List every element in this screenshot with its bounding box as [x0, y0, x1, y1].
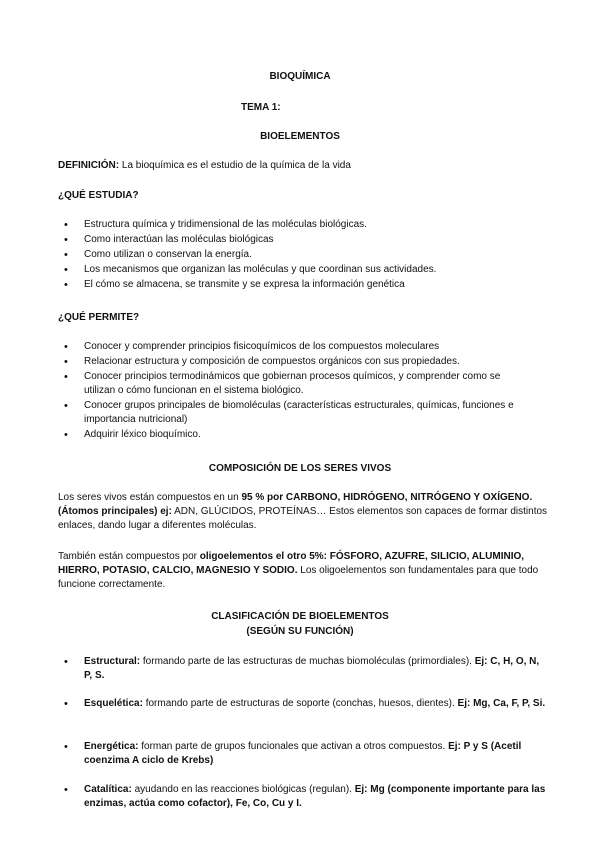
list-item: [64, 697, 548, 726]
list-item: • Conocer grupos principales de biomoléculas (características estructurales, químicas, funciones e importancia nutricional): [64, 399, 524, 427]
page-title: BIOQUÍMICA: [269, 71, 331, 82]
definicion-label: DEFINICIÓN:: [58, 160, 120, 171]
item-label: Estructural:: [84, 656, 141, 667]
item-text: forman parte de grupos funcionales que activan a otros compuestos.: [138, 741, 449, 752]
definicion-paragraph: [58, 159, 548, 173]
item-text: formando parte de estructuras de soporte (conchas, huesos, dientes).: [142, 698, 458, 709]
que-permite-list: [64, 340, 534, 442]
text-run-bold: 95 % por CARBONO, HIDRÓGENO, NITRÓGENO Y OXÍGENO. (Átomos principales) ej:: [58, 492, 533, 517]
list-item: • Adquirir léxico bioquímico.: [64, 428, 534, 442]
tema-label: TEMA 1:: [241, 102, 281, 113]
subtitle: BIOELEMENTOS: [260, 131, 340, 142]
composicion-heading: COMPOSICIÓN DE LOS SERES VIVOS: [208, 463, 392, 474]
item-text: ayudando en las reacciones biológicas (regulan).: [131, 784, 355, 795]
item-example: Ej: Mg, Ca, F, P, Si.: [457, 698, 546, 709]
item-text: formando parte de las estructuras de muchas biomoléculas (primordiales).: [140, 656, 475, 667]
list-item: • Como interactúan las moléculas biológicas: [64, 233, 544, 247]
text-run: Los oligoelementos son fundamentales para que todo funcione correctamente.: [58, 565, 539, 590]
que-permite-heading: ¿QUÉ PERMITE?: [58, 312, 140, 323]
clasificacion-list: [64, 655, 548, 811]
list-item: • Conocer y comprender principios fisicoquímicos de los compuestos moleculares: [64, 340, 534, 354]
list-item: [64, 740, 548, 769]
text-run-bold: oligoelementos el otro 5%: FÓSFORO, AZUFRE, SILICIO, ALUMINIO, HIERRO, POTASIO, CALCIO, MAGNESIO Y SODIO.: [58, 551, 525, 576]
list-item: • Relacionar estructura y composición de compuestos orgánicos con sus propiedades.: [64, 355, 534, 369]
list-item: [64, 655, 548, 684]
list-item: • Conocer principios termodinámicos que gobiernan procesos químicos, y comprender como se utilizan o cómo funcionan en el sistema biológico.: [64, 370, 514, 398]
composicion-paragraph-2: [58, 550, 548, 592]
clasificacion-subheading: (SEGÚN SU FUNCIÓN): [246, 626, 354, 637]
list-item: [64, 783, 548, 811]
clasificacion-heading: CLASIFICACIÓN DE BIOELEMENTOS: [211, 611, 389, 622]
item-example: Ej: C, H, O, N, P, S.: [84, 656, 540, 681]
list-item: • Como utilizan o conservan la energía.: [64, 248, 544, 262]
text-run: También están compuestos por: [58, 551, 200, 562]
text-run: Los seres vivos están compuestos en un: [58, 492, 242, 503]
item-label: Energética:: [84, 741, 139, 752]
item-label: Esquelética:: [84, 698, 143, 709]
list-item: • Los mecanismos que organizan las moléculas y que coordinan sus actividades.: [64, 263, 544, 277]
definicion-text: La bioquímica es el estudio de la química de la vida: [119, 160, 351, 171]
item-example: Ej: Mg (componente importante para las enzimas, actúa como cofactor), Fe, Co, Cu y I.: [84, 784, 546, 809]
list-item: • Estructura química y tridimensional de las moléculas biológicas.: [64, 218, 544, 232]
que-estudia-heading: ¿QUÉ ESTUDIA?: [58, 190, 139, 201]
item-label: Catalítica:: [84, 784, 132, 795]
composicion-paragraph-1: [58, 491, 548, 533]
que-estudia-list: [64, 218, 544, 292]
list-item: • El cómo se almacena, se transmite y se expresa la información genética: [64, 278, 544, 292]
text-run: ADN, GLÚCIDOS, PROTEÍNAS… Estos elementos son capaces de formar distintos enlaces, dando lugar a diferentes moléculas.: [58, 506, 548, 531]
item-example: Ej: P y S (Acetil coenzima A ciclo de Krebs): [84, 741, 522, 766]
